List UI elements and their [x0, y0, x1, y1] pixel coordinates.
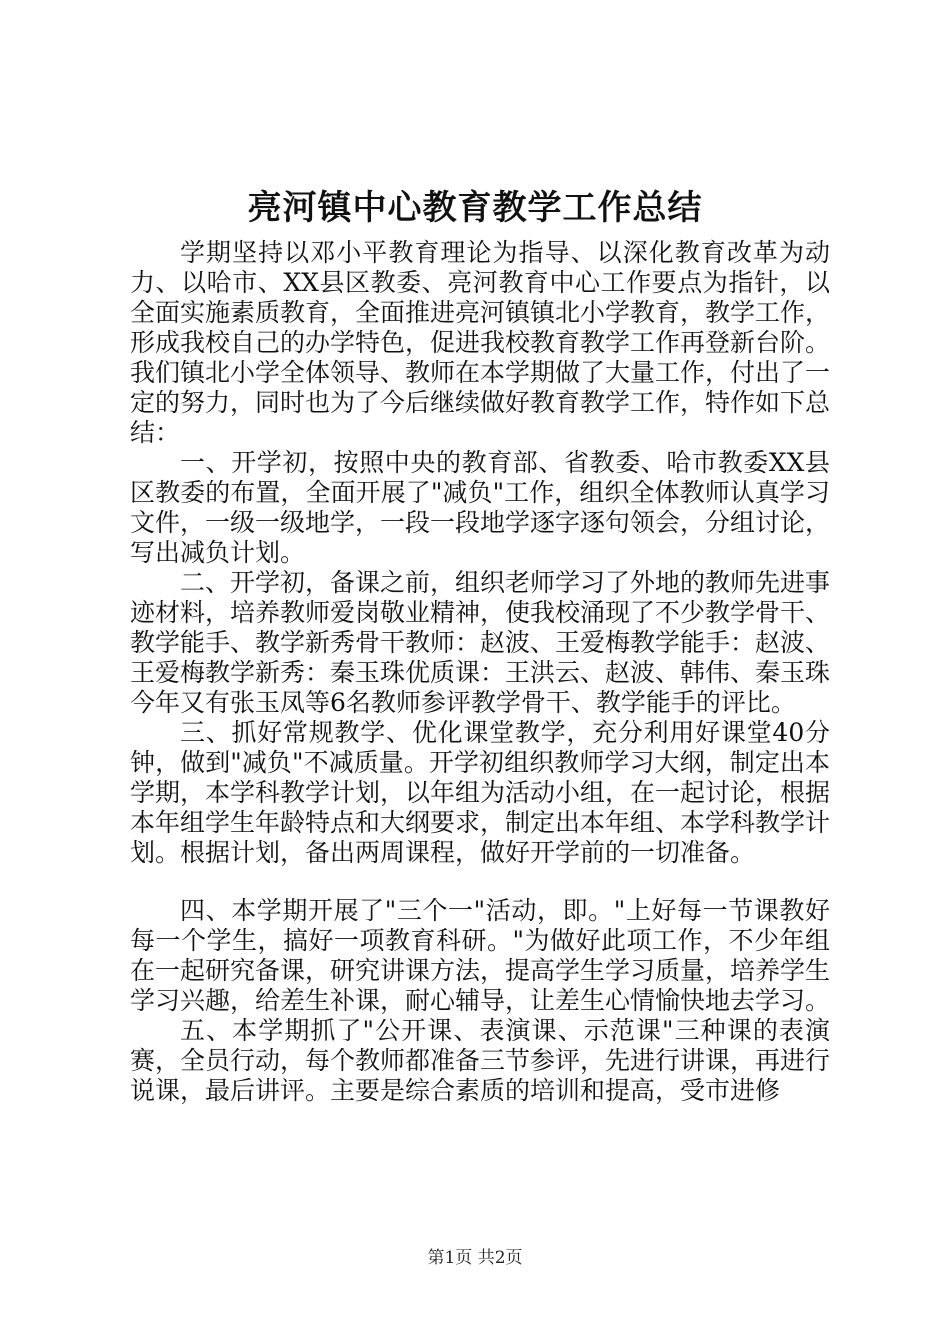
paragraph-one: 一、开学初，按照中央的教育部、省教委、哈市教委XX县区教委的布置，全面开展了"减负"工作，组织全体教师认真学习文件，一级一级地学，一段一段地学逐字逐句领会，分组讨论，写出减负计划。 — [130, 448, 831, 567]
paragraph-four: 四、本学期开展了"三个一"活动，即。"上好每一节课教好每一个学生，搞好一项教育科研。"为做好此项工作，不少年组在一起研究备课，研究讲课方法，提高学生学习质量，培养学生学习兴趣，给差生补课，耐心辅导，让差生心情愉快地去学习。 — [130, 896, 831, 1015]
document-title: 亮河镇中心教育教学工作总结 — [247, 188, 703, 228]
paragraph-five: 五、本学期抓了"公开课、表演课、示范课"三种课的表演赛，全员行动，每个教师都准备三节参评，先进行讲课，再进行说课，最后讲评。主要是综合素质的培训和提高，受市进修 — [130, 1016, 831, 1105]
page-number-footer: 第1页 共2页 — [427, 1248, 523, 1268]
intro-paragraph: 学期坚持以邓小平教育理论为指导、以深化教育改革为动力、以哈市、XX县区教委、亮河教育中心工作要点为指针，以全面实施素质教育，全面推进亮河镇镇北小学教育，教学工作，形成我校自己的办学特色，促进我校教育教学工作再登新台阶。我们镇北小学全体领导、教师在本学期做了大量工作，付出了一定的努力，同时也为了今后继续做好教育教学工作，特作如下总结： — [130, 238, 831, 447]
paragraph-two: 二、开学初，备课之前，组织老师学习了外地的教师先进事迹材料，培养教师爱岗敬业精神，使我校涌现了不少教学骨干、教学能手、教学新秀骨干教师：赵波、王爱梅教学能手：赵波、王爱梅教学新秀：秦玉珠优质课：王洪云、赵波、韩伟、秦玉珠今年又有张玉凤等6名教师参评教学骨干、教学能手的评比。 — [130, 568, 831, 717]
paragraph-three: 三、抓好常规教学、优化课堂教学，充分利用好课堂40分钟，做到"减负"不减质量。开学初组织教师学习大纲，制定出本学期，本学科教学计划，以年组为活动小组，在一起讨论，根据本年组学生年龄特点和大纲要求，制定出本年组、本学科教学计划。根据计划，备出两周课程，做好开学前的一切准备。 — [130, 718, 831, 867]
document-body — [130, 238, 830, 1106]
